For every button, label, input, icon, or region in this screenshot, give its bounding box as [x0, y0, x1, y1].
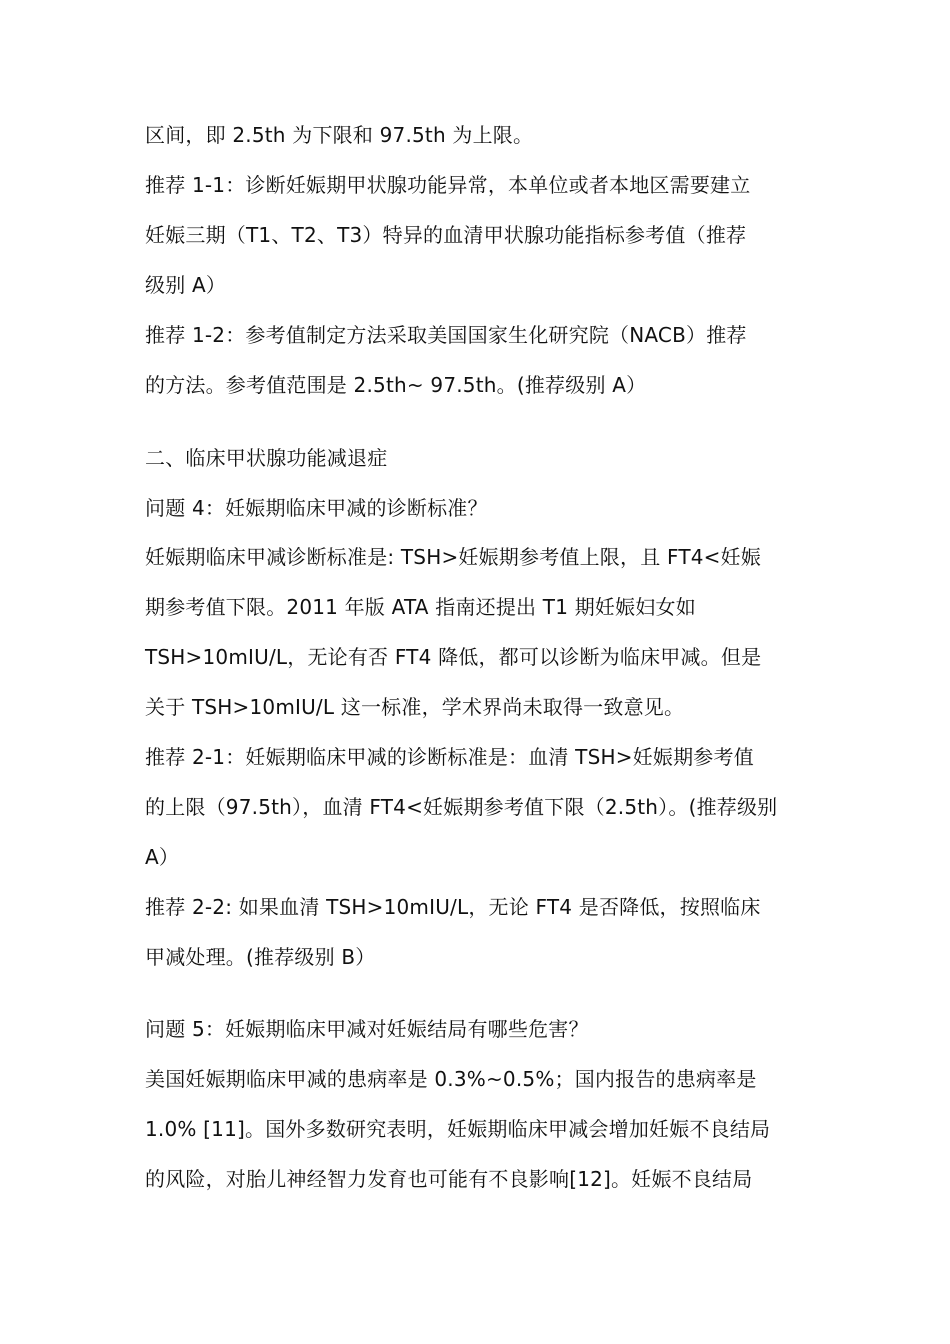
- paragraph-line: 妊娠期临床甲减诊断标准是: TSH>妊娠期参考值上限，且 FT4<妊娠: [145, 545, 762, 569]
- paragraph-line: 的上限（97.5th），血清 FT4<妊娠期参考值下限（2.5th）。(推荐级别: [145, 795, 778, 819]
- question-4-heading: 问题 4：妊娠期临床甲减的诊断标准？: [145, 496, 488, 520]
- paragraph-line: A）: [145, 845, 180, 869]
- recommendation-1-1-line: 推荐 1-1：诊断妊娠期甲状腺功能异常，本单位或者本地区需要建立: [145, 173, 751, 197]
- paragraph-line: 的风险，对胎儿神经智力发育也可能有不良影响[12]。妊娠不良结局: [145, 1167, 753, 1191]
- paragraph-line: 区间，即 2.5th 为下限和 97.5th 为上限。: [145, 123, 534, 147]
- paragraph-line: 美国妊娠期临床甲减的患病率是 0.3%~0.5%；国内报告的患病率是: [145, 1067, 757, 1091]
- paragraph-line: 期参考值下限。2011 年版 ATA 指南还提出 T1 期妊娠妇女如: [145, 595, 696, 619]
- paragraph-line: 关于 TSH>10mIU/L 这一标准，学术界尚未取得一致意见。: [145, 695, 685, 719]
- recommendation-2-1-line: 推荐 2-1：妊娠期临床甲减的诊断标准是：血清 TSH>妊娠期参考值: [145, 745, 754, 769]
- section-heading: 二、临床甲状腺功能减退症: [145, 446, 388, 470]
- recommendation-1-2-line: 推荐 1-2：参考值制定方法采取美国国家生化研究院（NACB）推荐: [145, 323, 747, 347]
- paragraph-line: 级别 A）: [145, 273, 227, 297]
- paragraph-line: 的方法。参考值范围是 2.5th~ 97.5th。(推荐级别 A）: [145, 373, 647, 397]
- paragraph-line: 1.0% [11]。国外多数研究表明，妊娠期临床甲减会增加妊娠不良结局: [145, 1117, 771, 1141]
- paragraph-line: 甲减处理。(推荐级别 B）: [145, 945, 376, 969]
- question-5-heading: 问题 5：妊娠期临床甲减对妊娠结局有哪些危害？: [145, 1017, 589, 1041]
- paragraph-line: TSH>10mIU/L，无论有否 FT4 降低，都可以诊断为临床甲减。但是: [145, 645, 762, 669]
- recommendation-2-2-line: 推荐 2-2: 如果血清 TSH>10mIU/L，无论 FT4 是否降低，按照临床: [145, 895, 761, 919]
- paragraph-line: 妊娠三期（T1、T2、T3）特异的血清甲状腺功能指标参考值（推荐: [145, 223, 747, 247]
